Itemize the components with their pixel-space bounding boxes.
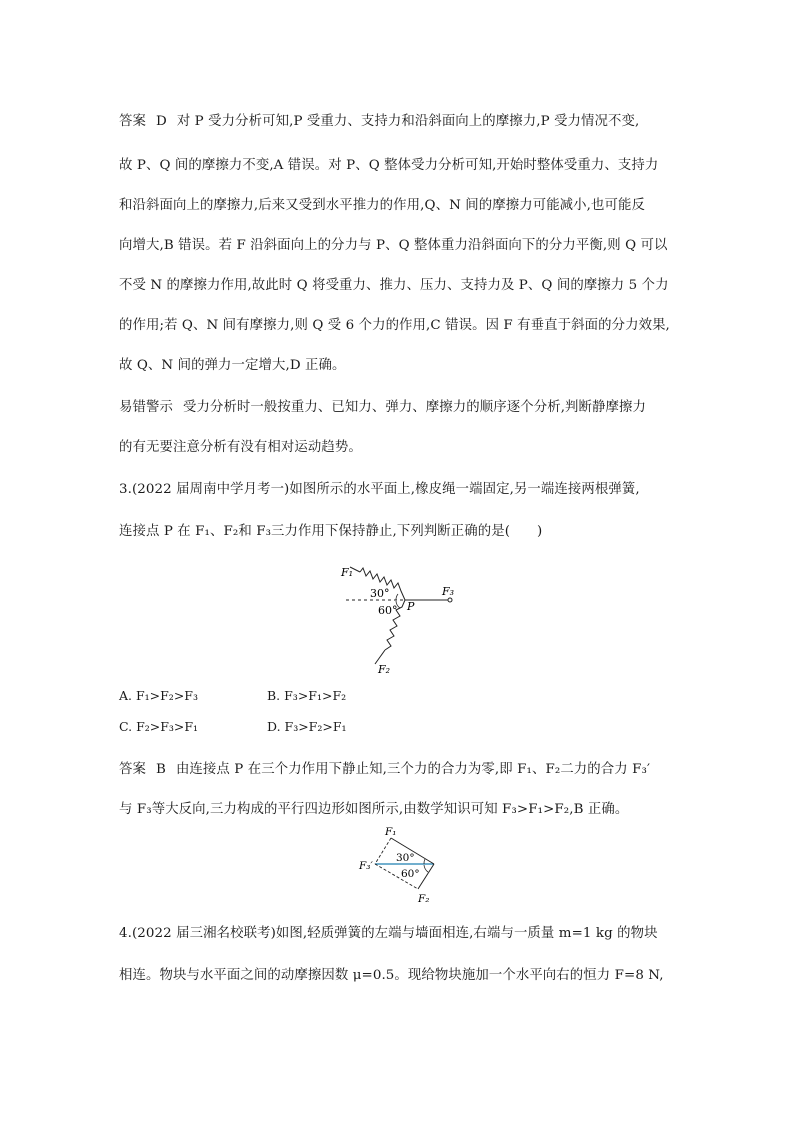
parallelogram-diagram [355, 825, 455, 907]
q4-line-1: 4.(2022 届三湘名校联考)如图,轻质弹簧的左端与墙面相连,右端与一质量 m=1 kg 的物块 [119, 926, 658, 941]
angle-30-label: 30° [370, 587, 390, 600]
option-d: D. F₃>F₂>F₁ [267, 719, 347, 734]
answer2-line-4: 向增大,B 错误。若 F 沿斜面向上的分力与 P、Q 整体重力沿斜面向下的分力平衡,则 Q 可以 [119, 238, 668, 253]
answer-text: 由连接点 P 在三个力作用下静止知,三个力的合力为零,即 F₁、F₂二力的合力 F₃′ [175, 762, 651, 777]
warning-text: 受力分析时一般按重力、已知力、弹力、摩擦力的顺序逐个分析,判断静摩擦力 [182, 400, 647, 415]
answer3-line-1 [119, 758, 650, 777]
answer-letter: B [155, 762, 166, 777]
angle-60-label: 60° [378, 604, 398, 617]
angle-60-label: 60° [401, 868, 420, 880]
f2-rod [375, 650, 385, 664]
f2-label: F₂ [418, 893, 430, 905]
option-c: C. F₂>F₃>F₁ [119, 719, 199, 734]
option-a: A. F₁>F₂>F₃ [119, 688, 198, 703]
answer3-line-2: 与 F₃等大反向,三力构成的平行四边形如图所示,由数学知识可知 F₃>F₁>F₂,B 正确。 [119, 802, 629, 817]
f2-vector [418, 864, 434, 889]
answer2-line-5: 不受 N 的摩擦力作用,故此时 Q 将受重力、推力、压力、支持力及 P、Q 间的摩擦力 5 个力 [119, 278, 669, 293]
q3-line-2: 连接点 P 在 F₁、F₂和 F₃三力作用下保持静止,下列判断正确的是( ) [119, 524, 543, 539]
option-b: B. F₃>F₁>F₂ [267, 688, 347, 703]
answer2-line-3: 和沿斜面向上的摩擦力,后来又受到水平推力的作用,Q、N 间的摩擦力可能减小,也可能反 [119, 198, 645, 213]
q4-line-2: 相连。物块与水平面之间的动摩擦因数 μ=0.5。现给物块施加一个水平向右的恒力 F=8 N, [119, 968, 664, 983]
warning-tag: 易错警示 [119, 400, 173, 415]
f3-label: F₃ [442, 585, 455, 598]
q3-line-1: 3.(2022 届周南中学月考一)如图所示的水平面上,橡皮绳一端固定,另一端连接两根弹簧, [119, 482, 640, 497]
dashed-side-left-top [375, 838, 391, 864]
f3-prime-label: F₃′ [359, 860, 373, 872]
answer2-line-2: 故 P、Q 间的摩擦力不变,A 错误。对 P、Q 整体受力分析可知,开始时整体受重力、支持力 [119, 158, 659, 173]
answer2-line-6: 的作用;若 Q、N 间有摩擦力,则 Q 受 6 个力的作用,C 错误。因 F 有垂直于斜面的分力效果, [119, 318, 670, 333]
answer-letter: D [155, 114, 167, 129]
f1-label: F₁ [341, 566, 354, 579]
f3-end-point [448, 598, 452, 602]
q3-force-diagram [330, 560, 470, 675]
answer-tag: 答案 [119, 762, 146, 777]
warning-line-2: 的有无要注意分析有没有相对运动趋势。 [119, 440, 362, 455]
f1-label: F₁ [385, 826, 397, 838]
angle-arc-30 [424, 859, 425, 864]
angle-arc-top [396, 594, 398, 600]
answer-text: 对 P 受力分析可知,P 受重力、支持力和沿斜面向上的摩擦力,P 受力情况不变, [176, 114, 640, 129]
p-label: P [407, 600, 415, 613]
answer2-line-1 [119, 110, 639, 129]
answer2-line-7: 故 Q、N 间的弹力一定增大,D 正确。 [119, 358, 346, 373]
angle-30-label: 30° [396, 852, 415, 864]
answer-tag: 答案 [119, 114, 146, 129]
warning-line-1 [119, 396, 646, 415]
f2-label: F₂ [378, 663, 391, 675]
angle-arc-60 [424, 865, 428, 872]
